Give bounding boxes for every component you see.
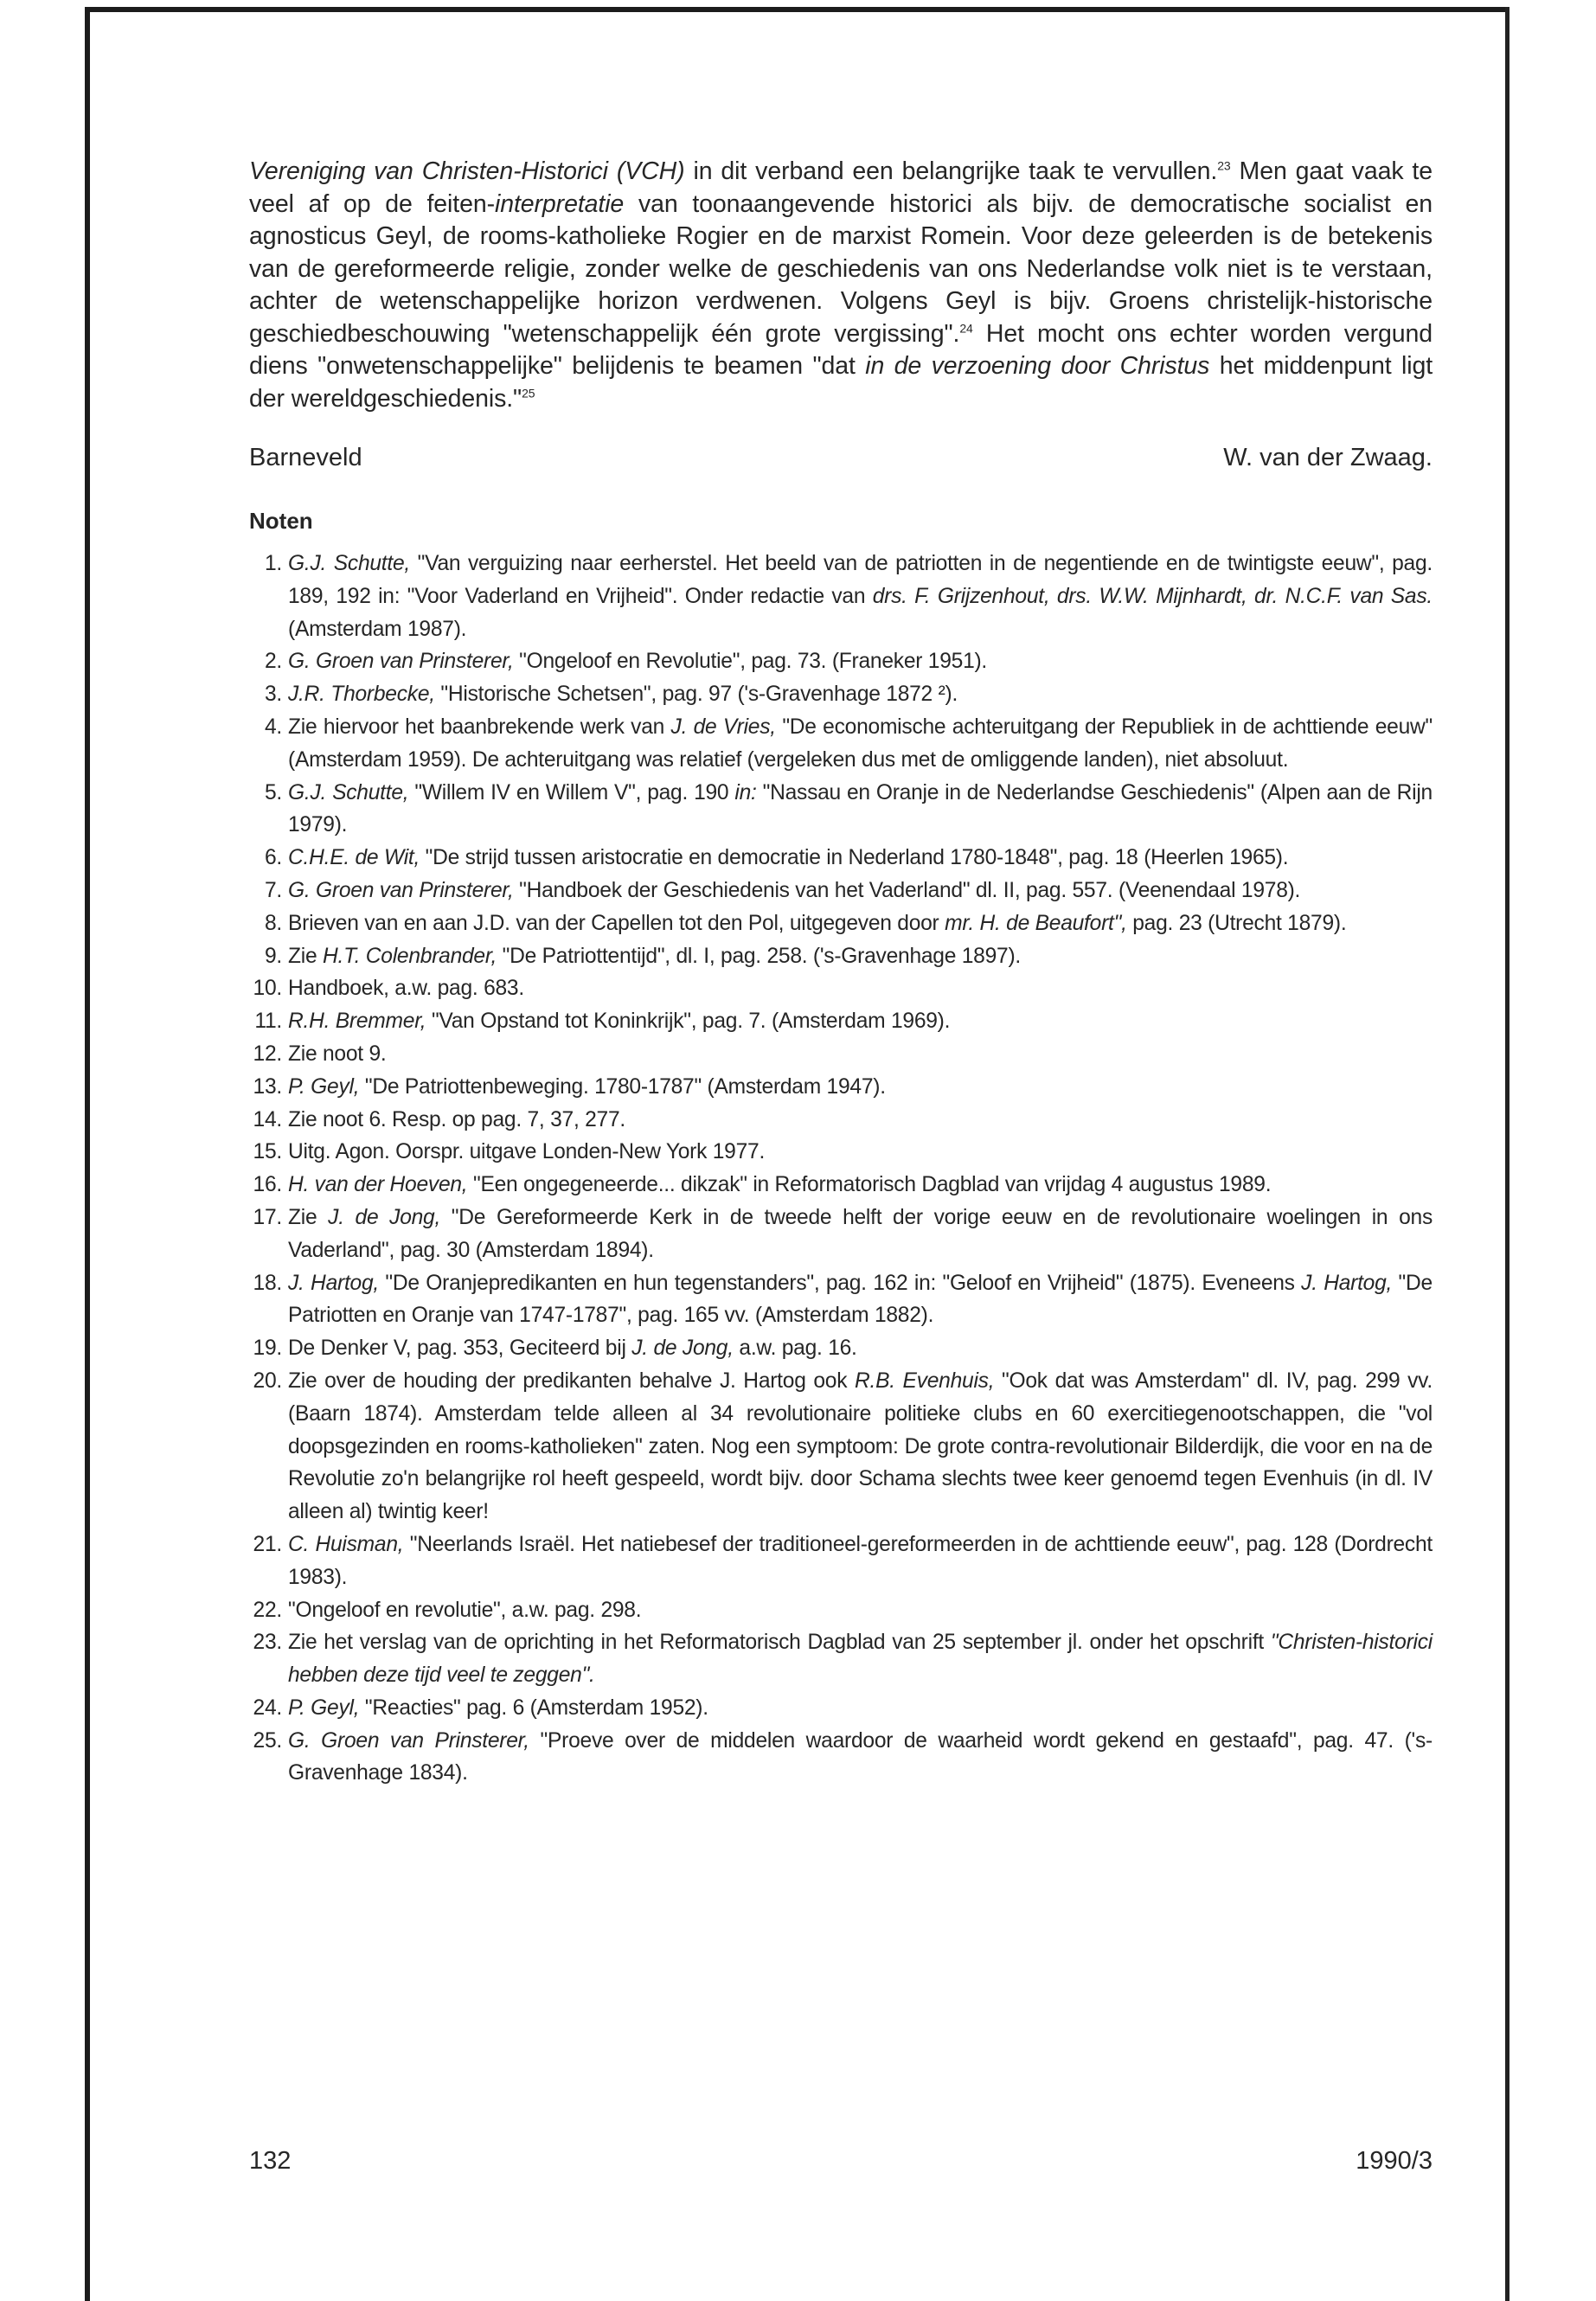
- note-text: "De economische achteruitgang der Republiek in de achttiende eeuw" (Amsterdam 1959). De achteruitgang was relatief (vergeleken dus met de omliggende landen), niet absoluut.: [288, 715, 1433, 772]
- issue-number: 1990/3: [1356, 2147, 1433, 2175]
- italic-text: Vereniging van Christen-Historici (VCH): [249, 157, 685, 185]
- note-item: [249, 1005, 1433, 1038]
- note-italic-text: J. de Vries,: [670, 715, 776, 739]
- signature-place: Barneveld: [249, 444, 362, 471]
- note-item: [249, 777, 1433, 843]
- note-text: a.w. pag. 16.: [733, 1336, 857, 1361]
- note-text: "Reacties" pag. 6 (Amsterdam 1952).: [359, 1695, 708, 1720]
- page-content: [249, 156, 1433, 1790]
- note-italic-text: G.J. Schutte,: [288, 552, 410, 575]
- note-text: Zie noot 6. Resp. op pag. 7, 37, 277.: [288, 1107, 625, 1131]
- note-text: "Nassau en Oranje in de Nederlandse Geschiedenis" (Alpen aan de Rijn 1979).: [288, 780, 1433, 837]
- body-paragraph: Vereniging van Christen-Historici (VCH) in dit verband een belangrijke taak te vervullen.$^{23}$ Men gaat vaak te veel af op de feiten-interpretatie van toonaangevende historici als bijv. de democratische socialist en agnosticus Geyl, de rooms-katholieke Rogier en de marxist Romein. Voor deze geleerden is de betekenis van de gereformeerde religie, zonder welke de geschiedenis van ons Nederlandse volk niet is te verstaan, achter de wetenschappelijke horizon verdwenen. Volgens Geyl is bijv. Groens christelijk-historische geschiedbeschouwing "wetenschappelijk één grote vergissing".$^{24}$ Het mocht ons echter worden vergund diens "onwetenschappelijke" belijdenis te beamen "dat in de verzoening door Christus het middenpunt ligt der wereldgeschiedenis."$^{25}$: [249, 157, 1433, 413]
- note-text: "De strijd tussen aristocratie en democratie in Nederland 1780-1848", pag. 18 (Heerlen 1965).: [420, 846, 1289, 870]
- scan-border-top: [87, 7, 1509, 12]
- note-text: De Denker V, pag. 353, Geciteerd bij: [288, 1336, 632, 1361]
- footnote-ref: 24: [959, 321, 973, 335]
- note-item: [249, 972, 1433, 1005]
- note-text: Handboek, a.w. pag. 683.: [288, 977, 524, 1001]
- footnote-ref: 23: [1217, 158, 1231, 173]
- note-number: 17.: [253, 1205, 282, 1229]
- note-italic-text: J. Hartog,: [288, 1271, 379, 1295]
- note-item: [249, 645, 1433, 678]
- note-item: [249, 842, 1433, 875]
- note-number: 11.: [254, 1009, 282, 1034]
- signature-author: W. van der Zwaag.: [1223, 444, 1433, 471]
- note-number: 7.: [264, 878, 282, 902]
- note-text: Zie het verslag van de oprichting in het Reformatorisch Dagblad van 25 september jl. onder het opschrift: [288, 1631, 1271, 1655]
- note-text: "Ook dat was Amsterdam" dl. IV, pag. 299 vv. (Baarn 1874). Amsterdam telde alleen al 34 revolutionaire politieke clubs en 60 exercitiegenootschappen, die "vol doopsgezinden en rooms-katholieken" zaten. Nog een symptoom: De grote contra-revolutionair Bilderdijk, die voor en na de Revolutie zo'n belangrijke rol heeft gespeeld, wordt bijv. door Schama slechts twee keer genoemd tegen Evenhuis (in dl. IV alleen al) twintig keer!: [288, 1368, 1433, 1524]
- note-italic-text: G. Groen van Prinsterer,: [288, 1728, 529, 1753]
- italic-text: interpretatie: [494, 189, 625, 218]
- scan-border-right: [1505, 7, 1509, 2301]
- note-text: "Een ongegeneerde... dikzak" in Reformatorisch Dagblad van vrijdag 4 augustus 1989.: [467, 1173, 1272, 1197]
- note-item: [249, 1169, 1433, 1202]
- note-italic-text: P. Geyl,: [288, 1695, 360, 1720]
- note-italic-text: J.R. Thorbecke,: [288, 683, 435, 707]
- note-text: "Ongeloof en revolutie", a.w. pag. 298.: [288, 1598, 642, 1622]
- note-text: Zie over de houding der predikanten behalve J. Hartog ook: [288, 1368, 855, 1393]
- italic-text: in de verzoening door Christus: [865, 352, 1210, 380]
- note-italic-text: R.B. Evenhuis,: [854, 1368, 995, 1393]
- note-number: 2.: [264, 650, 282, 674]
- note-number: 14.: [253, 1107, 282, 1131]
- scan-border-left: [85, 7, 90, 2301]
- note-number: 1.: [264, 552, 282, 575]
- note-item: [249, 1725, 1433, 1791]
- note-number: 13.: [253, 1074, 282, 1099]
- note-number: 21.: [253, 1532, 282, 1556]
- note-text: Zie noot 9.: [288, 1042, 387, 1066]
- note-text: (Amsterdam 1987).: [288, 617, 467, 641]
- note-item: [249, 1267, 1433, 1333]
- note-text: Brieven van en aan J.D. van der Capellen tot den Pol, uitgegeven door: [288, 911, 945, 935]
- note-number: 8.: [264, 911, 282, 935]
- note-number: 9.: [264, 944, 282, 968]
- note-text: Zie hiervoor het baanbrekende werk van: [288, 715, 671, 739]
- note-italic-text: drs. F. Grijzenhout, drs. W.W. Mijnhardt, dr. N.C.F. van Sas.: [872, 584, 1433, 608]
- notes-heading: Noten: [249, 508, 313, 534]
- note-text: "Van verguizing naar eerherstel. Het beeld van de patriotten in de negentiende en de twintigste eeuw", pag. 189, 192 in: "Voor Vaderland en Vrijheid". Onder redactie van: [288, 552, 1433, 608]
- note-italic-text: G. Groen van Prinsterer,: [288, 650, 514, 674]
- note-item: [249, 548, 1433, 645]
- note-italic-text: H.T. Colenbrander,: [323, 944, 497, 968]
- note-number: 20.: [253, 1368, 282, 1393]
- note-number: 25.: [253, 1728, 282, 1753]
- note-item: [249, 1529, 1433, 1594]
- note-number: 3.: [264, 683, 282, 707]
- note-number: 10.: [253, 977, 282, 1001]
- note-number: 24.: [253, 1695, 282, 1720]
- note-item: [249, 1071, 1433, 1104]
- note-number: 23.: [253, 1631, 282, 1655]
- note-item: [249, 1365, 1433, 1529]
- note-number: 19.: [253, 1336, 282, 1361]
- note-item: [249, 1332, 1433, 1365]
- note-item: [249, 940, 1433, 973]
- note-item: [249, 711, 1433, 777]
- note-italic-text: "Christen-historici hebben deze tijd veel te zeggen".: [288, 1631, 1433, 1688]
- notes-list: [249, 548, 1433, 1790]
- note-number: 16.: [253, 1173, 282, 1197]
- note-item: [249, 1626, 1433, 1692]
- note-text: pag. 23 (Utrecht 1879).: [1126, 911, 1347, 935]
- note-item: [249, 1038, 1433, 1071]
- note-italic-text: J. Hartog,: [1301, 1271, 1393, 1295]
- note-italic-text: P. Geyl,: [288, 1074, 360, 1099]
- note-number: 5.: [264, 780, 282, 804]
- note-number: 12.: [253, 1042, 282, 1066]
- note-italic-text: G.J. Schutte,: [288, 780, 409, 804]
- page-number: 132: [249, 2147, 292, 2175]
- note-number: 22.: [253, 1598, 282, 1622]
- note-text: "De Gereformeerde Kerk in de tweede helft der vorige eeuw en de revolutionaire woelingen in ons Vaderland", pag. 30 (Amsterdam 1894).: [288, 1205, 1433, 1262]
- note-text: "De Patriottenbeweging. 1780-1787" (Amsterdam 1947).: [359, 1074, 886, 1099]
- note-text: "Proeve over de middelen waardoor de waarheid wordt gekend en gestaafd", pag. 47. ('s-Gravenhage 1834).: [288, 1728, 1433, 1785]
- note-italic-text: H. van der Hoeven,: [288, 1173, 468, 1197]
- note-text: Zie: [288, 944, 323, 968]
- note-item: [249, 907, 1433, 940]
- note-item: [249, 678, 1433, 711]
- note-text: "Ongeloof en Revolutie", pag. 73. (Franeker 1951).: [513, 650, 988, 674]
- note-text: "Van Opstand tot Koninkrijk", pag. 7. (Amsterdam 1969).: [426, 1009, 951, 1034]
- note-italic-text: in:: [734, 780, 757, 804]
- note-text: "De Patriottentijd", dl. I, pag. 258. ('s-Gravenhage 1897).: [497, 944, 1021, 968]
- note-italic-text: R.H. Bremmer,: [288, 1009, 426, 1034]
- note-italic-text: C. Huisman,: [288, 1532, 404, 1556]
- note-text: "Historische Schetsen", pag. 97 ('s-Gravenhage 1872 ²).: [434, 683, 958, 707]
- note-text: "Handboek der Geschiedenis van het Vaderland" dl. II, pag. 557. (Veenendaal 1978).: [513, 878, 1301, 902]
- note-item: [249, 1136, 1433, 1169]
- note-text: "De Patriotten en Oranje van 1747-1787", pag. 165 vv. (Amsterdam 1882).: [288, 1271, 1433, 1328]
- signature-line: [249, 442, 1433, 477]
- page-footer: [249, 2145, 1433, 2180]
- note-number: 6.: [264, 846, 282, 870]
- note-text: "Willem IV en Willem V", pag. 190: [408, 780, 735, 804]
- note-italic-text: G. Groen van Prinsterer,: [288, 878, 514, 902]
- note-text: Zie: [288, 1205, 329, 1229]
- note-number: 15.: [253, 1140, 282, 1164]
- note-text: Uitg. Agon. Oorspr. uitgave Londen-New York 1977.: [288, 1140, 766, 1164]
- note-italic-text: C.H.E. de Wit,: [288, 846, 420, 870]
- note-number: 18.: [253, 1271, 282, 1295]
- note-item: [249, 1594, 1433, 1627]
- note-italic-text: mr. H. de Beaufort",: [945, 911, 1127, 935]
- note-item: [249, 1104, 1433, 1137]
- note-item: [249, 1202, 1433, 1267]
- footnote-ref: 25: [522, 386, 535, 400]
- note-number: 4.: [264, 715, 282, 739]
- note-italic-text: J. de Jong,: [631, 1336, 734, 1361]
- note-item: [249, 1692, 1433, 1725]
- note-item: [249, 875, 1433, 907]
- note-italic-text: J. de Jong,: [328, 1205, 441, 1229]
- note-text: "De Oranjepredikanten en hun tegenstanders", pag. 162 in: "Geloof en Vrijheid" (1875). Eveneens: [378, 1271, 1302, 1295]
- note-text: "Neerlands Israël. Het natiebesef der traditioneel-gereformeerden in de achttiende eeuw", pag. 128 (Dordrecht 1983).: [288, 1532, 1433, 1589]
